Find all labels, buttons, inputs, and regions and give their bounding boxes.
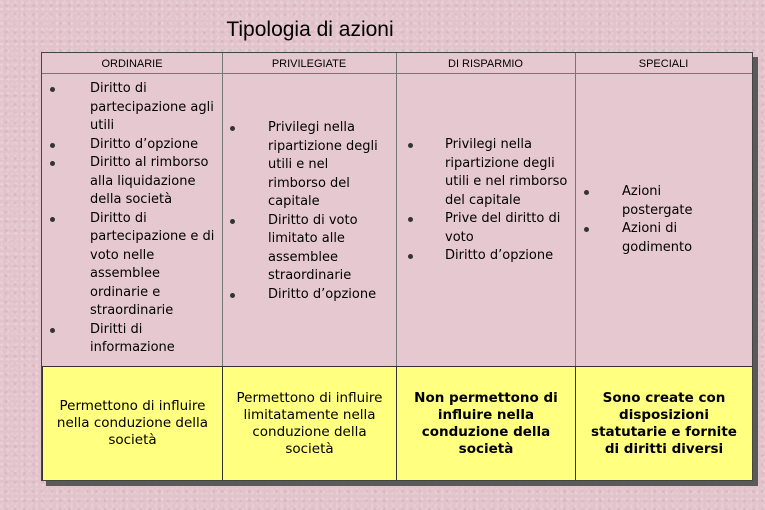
list-item-text: Diritto al rimborso alla liquidazione della società	[90, 155, 209, 207]
list-item	[445, 210, 571, 247]
list-item-text: Azioni postergate	[622, 184, 693, 218]
bullet-icon	[584, 227, 589, 232]
bullet-icon	[230, 293, 235, 298]
bullet-icon	[50, 143, 55, 148]
column-divider	[222, 53, 223, 366]
header-divider	[42, 73, 752, 74]
slide-title: Tipologia di azioni	[226, 18, 394, 41]
bullet-icon	[408, 217, 413, 222]
di-risparmio-list	[445, 136, 571, 266]
header-di-risparmio: DI RISPARMIO	[448, 58, 523, 70]
speciali-list	[622, 183, 722, 257]
list-item-text: Privilegi nella ripartizione degli utili e nel rimborso del capitale	[268, 120, 378, 209]
list-item	[445, 136, 571, 210]
bullet-icon	[50, 328, 55, 333]
list-item-text: Diritti di informazione	[90, 321, 175, 355]
header-privilegiate: PRIVILEGIATE	[271, 58, 347, 70]
list-item-text: Diritto d’opzione	[445, 248, 554, 263]
privilegiate-list	[268, 119, 390, 304]
bullet-icon	[408, 143, 413, 148]
list-item-text: Diritto d’opzione	[90, 136, 199, 152]
shares-table	[41, 52, 753, 481]
list-item-text: Azioni di godimento	[622, 221, 693, 255]
list-item-text: Diritto d’opzione	[268, 286, 377, 302]
header-speciali: SPECIALI	[638, 58, 689, 70]
list-item	[268, 119, 390, 212]
list-item	[622, 183, 722, 220]
header-ordinarie: ORDINARIE	[101, 58, 163, 70]
bullet-icon	[408, 254, 413, 259]
list-item	[90, 136, 222, 155]
list-item-text: Diritto di partecipazione agli utili	[90, 81, 214, 133]
list-item	[445, 247, 571, 266]
bullet-icon	[50, 87, 55, 92]
footer-ordinarie: Permettono di influire nella conduzione della società	[42, 366, 222, 480]
bullet-icon	[584, 190, 589, 195]
list-item	[90, 154, 222, 210]
column-divider	[396, 53, 397, 366]
list-item	[90, 321, 222, 358]
list-item-text: Diritto di voto limitato alle assemblee straordinarie	[268, 212, 358, 283]
list-item-text: Privilegi nella ripartizione degli utili e nel rimborso del capitale	[445, 137, 568, 208]
bullet-icon	[50, 161, 55, 166]
list-item-text: Diritto di partecipazione e di voto nelle assemblee ordinarie e straordinarie	[90, 210, 215, 318]
list-item	[268, 286, 390, 305]
list-item	[268, 212, 390, 286]
footer-privilegiate: Permettono di influire limitatamente nella conduzione della società	[222, 366, 396, 480]
footer-di-risparmio: Non permettono di influire nella conduzione della società	[396, 366, 575, 480]
column-divider	[575, 53, 576, 366]
bullet-icon	[230, 126, 235, 131]
list-item	[90, 80, 222, 136]
bullet-icon	[230, 219, 235, 224]
bullet-icon	[50, 217, 55, 222]
list-item	[622, 220, 722, 257]
list-item-text: Prive del diritto di voto	[445, 211, 561, 245]
footer-speciali: Sono create con disposizioni statutarie e fornite di diritti diversi	[575, 366, 752, 480]
ordinarie-list	[90, 80, 222, 358]
list-item	[90, 210, 222, 321]
